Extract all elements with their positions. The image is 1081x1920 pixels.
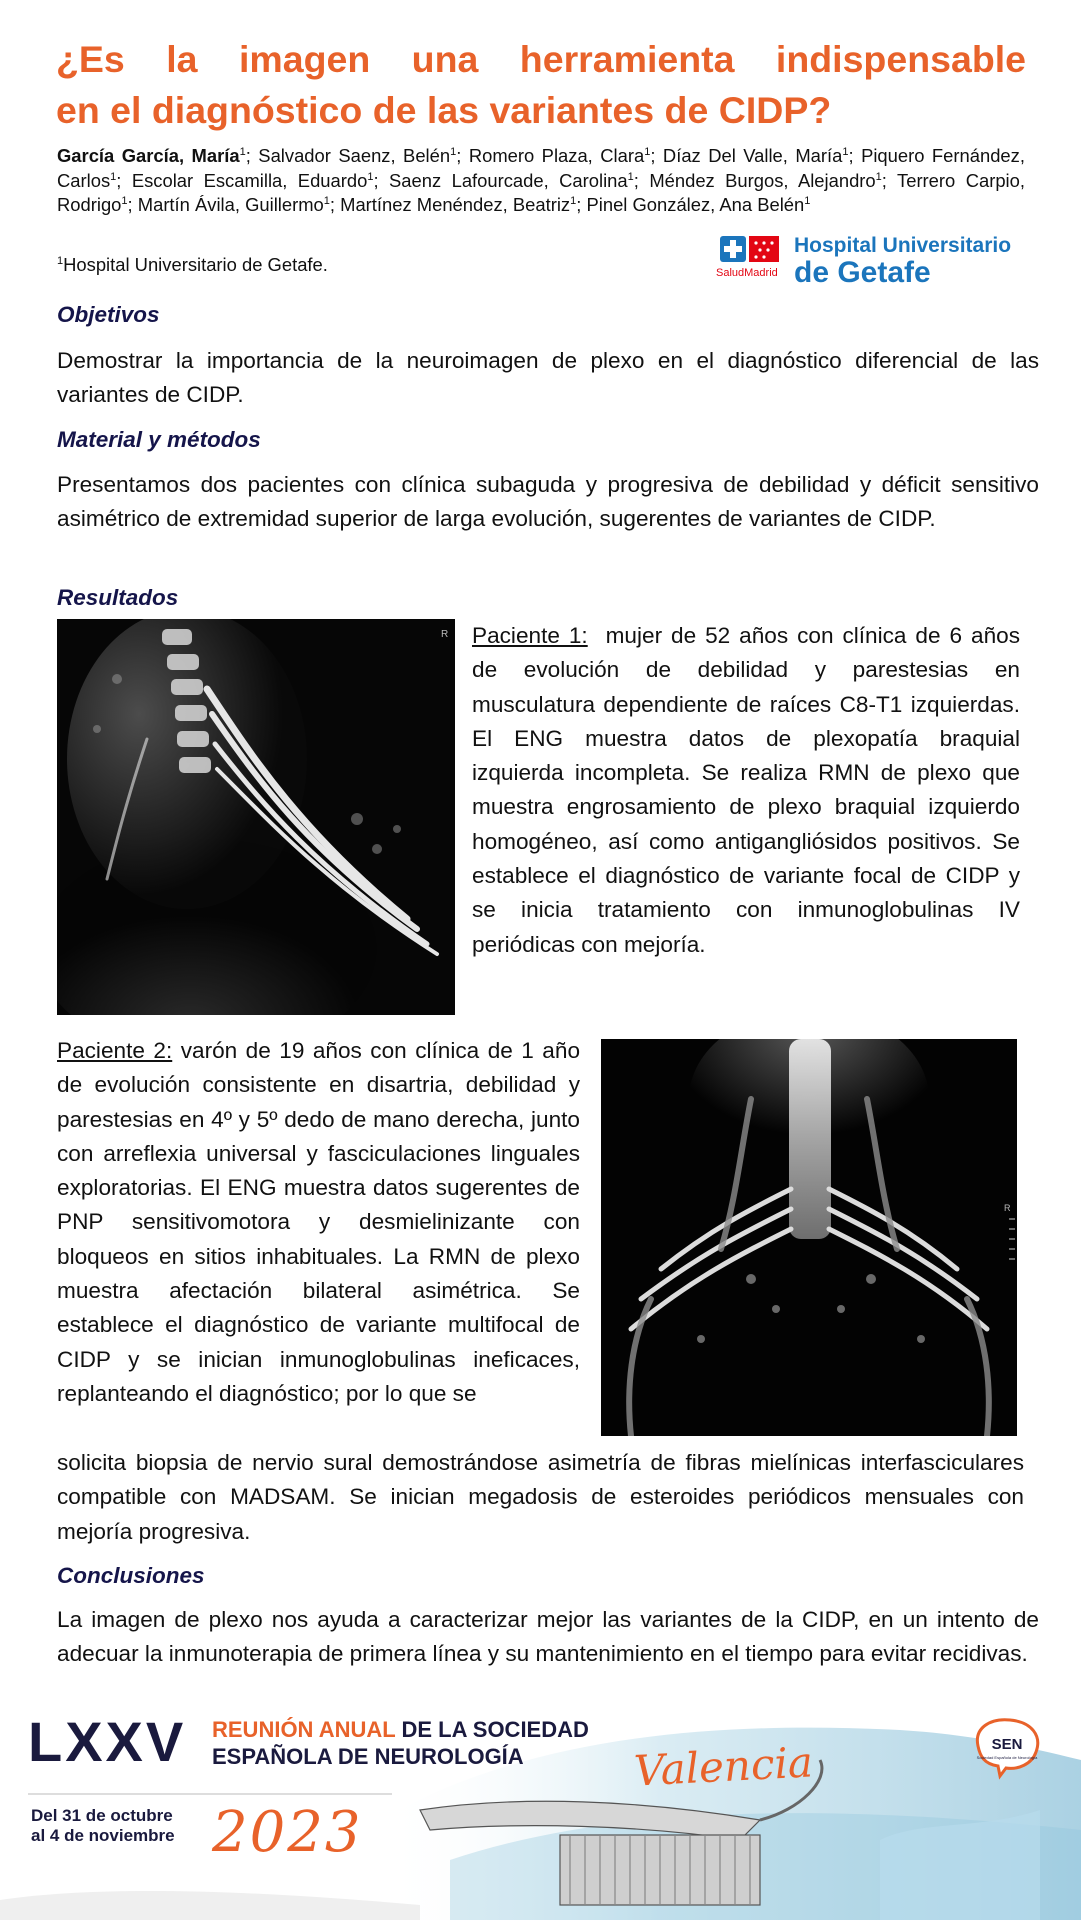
material-text: Presentamos dos pacientes con clínica subaguda y progresiva de debilidad y déficit sensitivo asimétrico de extremidad superior de larga evolución, sugerentes de variantes de CIDP. [57,472,1039,531]
svg-text:SEN: SEN [991,1736,1023,1753]
first-author: García García, María [57,145,240,166]
paciente-1-text: Paciente 1: mujer de 52 años con clínica de 6 años de evolución de debilidad y parestesias en musculatura dependiente de raíces C8-T1 izquierdas. El ENG muestra datos de plexopatía braquial izquierda incompleta. Se realiza RMN de plexo que muestra engrosamiento de plexo braquial izquierdo homogéneo, así como antigangliósidos positivos. Se establece el diagnóstico de variante focal de CIDP y se inicia tratamiento con inmunoglobulinas IV periódicas con mejoría. [472,623,1020,957]
conclusiones-text: La imagen de plexo nos ayuda a caracterizar mejor las variantes de la CIDP, en un intento de adecuar la inmunoterapia de primera línea y su mantenimiento en el tiempo para evitar recidivas. [57,1607,1039,1666]
logo-line-2: de Getafe [794,256,931,289]
objetivos-text: Demostrar la importancia de la neuroimagen de plexo en el diagnóstico diferencial de las variantes de CIDP. [57,348,1039,407]
logo-line-1: Hospital Universitario [794,234,1012,257]
hospital-logo [716,232,1026,290]
mri-image-patient-2 [601,1039,1017,1436]
svg-text:SaludMadrid: SaludMadrid [716,267,778,279]
congress-name: REUNIÓN ANUAL DE LA SOCIEDAD ESPAÑOLA DE NEUROLOGÍA [212,1717,589,1769]
author-list: García García, María$^1$; Salvador Saenz, Belén$^1$; Romero Plaza, Clara$^1$; Díaz Del Valle, María$^1$; Piquero Fernández, Carlos$^1$; Escolar Escamilla, Eduardo$^1$; Saenz Lafourcade, Carolina$^1$; Méndez Burgos, Alejandro$^1$; Terrero Carpio, Rodrigo$^1$; Martín Ávila, Guillermo$^1$; Martínez Menéndez, Beatriz$^1$; Pinel González, Ana Belén$^1$ [57,145,1025,216]
paciente-2-text: Paciente 2: varón de 19 años con clínica de 1 año de evolución consistente en disartria, debilidad y parestesias en 4º y 5º dedo de mano derecha, junto con arreflexia universal y fasciculaciones linguales exploratorias. El ENG muestra datos sugerentes de PNP sensitivomotora y desmielinizante con bloqueos en sitios inhabituales. La RMN de plexo muestra afectación bilateral asimétrica. Se establece el diagnóstico de variante multifocal de CIDP y se inician inmunoglobulinas ineficaces, replanteando el diagnóstico; por lo que se [57,1038,581,1406]
mri-image-patient-1 [57,619,455,1015]
congress-year: 2023 [212,1800,363,1865]
paciente-2-label: Paciente 2: [57,1038,173,1063]
paciente-1-label: Paciente 1: [472,623,588,648]
heading-conclusiones: Conclusiones [57,1563,205,1588]
congress-edition: LXXV [28,1710,187,1773]
orientation-marker-1: R [441,629,449,640]
orientation-marker-2: R [1004,1203,1011,1213]
poster-title [56,34,1026,136]
title-line-1: ¿Es la imagen una herramienta indispensable [56,38,1026,80]
svg-text:Sociedad Española de Neurologí: Sociedad Española de Neurología [976,1755,1038,1760]
congress-dates: Del 31 de octubre al 4 de noviembre [31,1806,175,1845]
salud-madrid-cross-icon [720,236,779,262]
heading-resultados: Resultados [57,585,179,610]
congress-city: Valencia [632,1737,815,1796]
heading-material: Material y métodos [57,427,261,452]
affiliation: $^1$Hospital Universitario de Getafe. [57,254,328,275]
title-line-2: en el diagnóstico de las variantes de CIDP? [56,89,832,131]
heading-objetivos: Objetivos [57,302,160,327]
paciente-2-text-continued: solicita biopsia de nervio sural demostrándose asimetría de fibras mielínicas interfasciculares compatible con MADSAM. Se inician megadosis de esteroides periódicos mensuales con mejoría progresiva. [57,1450,1024,1544]
